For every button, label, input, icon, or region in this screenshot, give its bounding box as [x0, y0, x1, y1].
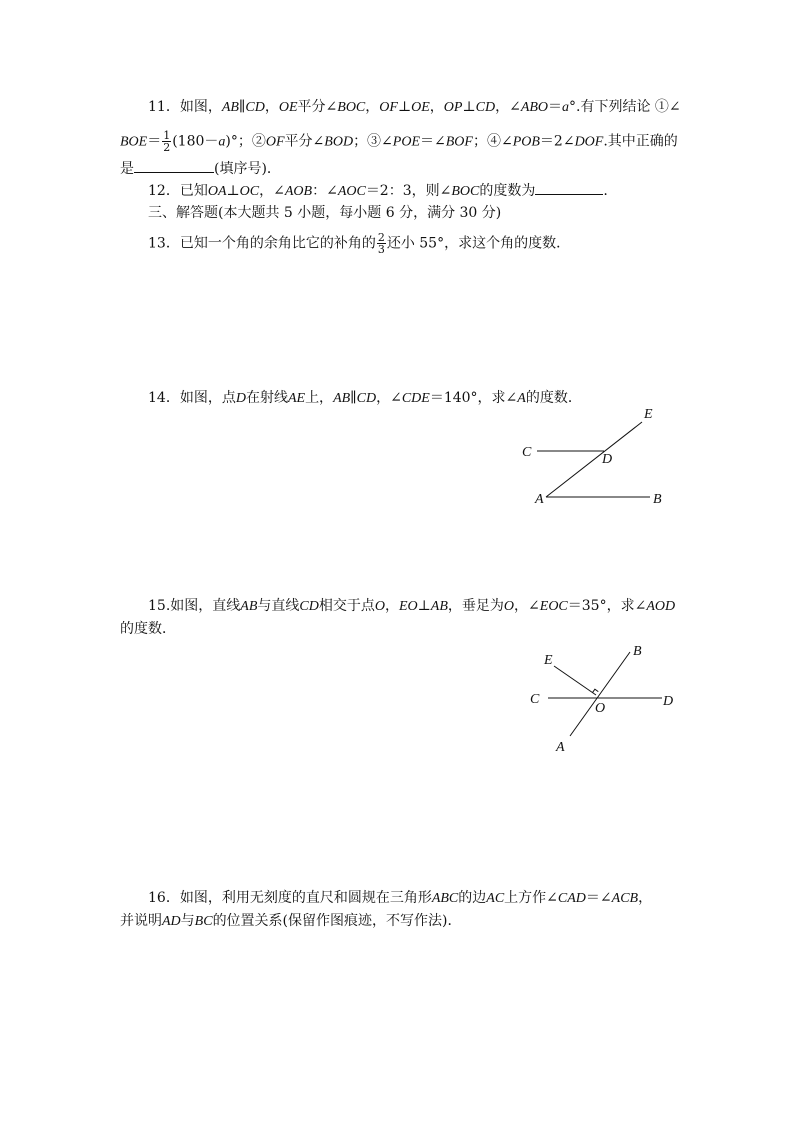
q15-var: AB — [240, 599, 258, 614]
q16-text: ， — [638, 890, 653, 906]
label-a: A — [535, 492, 544, 507]
label-e: E — [644, 407, 653, 422]
q15-line1 — [148, 597, 675, 616]
q11-text: ＝2∠ — [539, 133, 575, 150]
q11-var: BOD — [324, 134, 354, 150]
q11-var: ABO — [520, 100, 549, 115]
q11-text: ⊥ — [397, 99, 412, 115]
line-ab — [570, 652, 630, 736]
q11-var: POB — [512, 134, 540, 150]
q11-text: ， — [429, 99, 444, 115]
q11-text: )°；② — [225, 133, 266, 150]
q11-text: ；④∠ — [472, 133, 513, 150]
q15-text: 相交于点 — [318, 598, 375, 614]
q15-text: ，垂足为 — [447, 598, 504, 614]
q11-var: BOF — [445, 134, 473, 150]
q14-text: 在射线 — [245, 390, 288, 406]
q11-text: ＝∠ — [420, 133, 446, 150]
label-e: E — [544, 653, 553, 668]
q11-text: ， — [264, 99, 279, 115]
q11-text: ，∠ — [495, 99, 521, 115]
fraction-numerator: 1 — [163, 129, 171, 142]
q11-text: °.有下列结论 ①∠ — [569, 99, 681, 115]
q11-text: 平分∠ — [284, 133, 325, 150]
label-a: A — [556, 740, 565, 755]
q11-var: OF — [379, 100, 398, 115]
q11-var: OF — [265, 134, 285, 150]
q11-var: OE — [278, 100, 298, 115]
q12-text: ，∠ — [259, 183, 285, 199]
q11-text: ＝ — [147, 133, 162, 150]
q11-var: OE — [411, 100, 430, 115]
q11-line2 — [120, 130, 678, 153]
q16-line1 — [148, 889, 652, 908]
q12-var: OC — [239, 184, 260, 199]
q11-var: a — [218, 134, 226, 150]
q12-text: ：∠ — [312, 183, 338, 199]
q15-line2: 的度数． — [120, 621, 176, 637]
q16-var: AD — [162, 914, 181, 929]
q14-figure — [510, 400, 680, 515]
q16-var: CAD — [557, 891, 586, 906]
q11-text: .其中正确的 — [603, 133, 678, 150]
q11-var: OP — [443, 100, 463, 115]
line-eo — [554, 666, 596, 695]
fraction-denominator: 3 — [377, 243, 385, 256]
q11-var: a — [562, 100, 570, 115]
q15-var: O — [503, 599, 515, 614]
q11-var: BOC — [337, 100, 366, 115]
q12-text: 12．已知 — [148, 183, 208, 199]
label-o: O — [595, 701, 606, 716]
label-b: B — [633, 644, 642, 659]
q15-text: ， — [384, 598, 399, 614]
q15-text: ，∠ — [514, 598, 540, 614]
q11-var: DOF — [574, 134, 604, 150]
q11-text: ＝ — [548, 99, 563, 115]
q11-text: ；③∠ — [353, 133, 393, 150]
q15-var: AB — [430, 599, 448, 614]
q15-var: EO — [398, 599, 418, 614]
q12-text: ＝2：3，则∠ — [365, 183, 452, 199]
q11-text: ， — [365, 99, 380, 115]
q12-text: . — [603, 183, 608, 199]
q15-var: O — [374, 599, 385, 614]
q16-text: 上方作∠ — [504, 890, 558, 906]
q15-text: 15.如图，直线 — [148, 598, 241, 614]
q15-var: AOD — [646, 599, 676, 614]
q11-text: (填序号)． — [214, 161, 281, 177]
q14-text: ＝140°，求∠ — [429, 390, 518, 406]
q16-text: 16．如图，利用无刻度的直尺和圆规在三角形 — [148, 890, 432, 906]
q13-line — [148, 232, 570, 255]
q16-text: 的边 — [458, 890, 487, 906]
fraction-numerator: 2 — [377, 231, 385, 244]
q12-var: OA — [207, 184, 227, 199]
q11-line1 — [148, 98, 681, 117]
q16-var: ABC — [431, 891, 459, 906]
q14-text: 的度数． — [525, 390, 582, 406]
q14-var: AB∥CD — [333, 391, 377, 406]
q11-var: POE — [392, 134, 421, 150]
q11-var: BOE — [120, 134, 148, 150]
q11-fraction — [162, 130, 171, 153]
q16-var: ACB — [611, 891, 639, 906]
q11-var: CD — [475, 100, 496, 115]
q16-line2 — [120, 912, 462, 931]
q11-text: (180－ — [172, 133, 219, 150]
fraction-denominator: 2 — [163, 141, 171, 154]
q15-text: ⊥ — [417, 598, 431, 614]
q11-text: 平分∠ — [297, 99, 338, 115]
q11-line3 — [120, 160, 281, 178]
q16-text: 的位置关系(保留作图痕迹，不写作法)． — [212, 913, 462, 929]
q14-text: ，∠ — [376, 390, 402, 406]
q14-var: D — [235, 391, 246, 406]
section-heading: 三、解答题(本大题共 5 小题，每小题 6 分，满分 30 分) — [148, 205, 502, 221]
line-ae — [546, 422, 642, 497]
label-c: C — [530, 692, 540, 707]
q14-var: A — [517, 391, 526, 406]
q16-text: ＝∠ — [585, 890, 612, 906]
q16-var: BC — [194, 914, 213, 929]
q16-text: 与 — [180, 913, 195, 929]
q14-var: AE — [287, 391, 306, 406]
answer-blank[interactable] — [134, 160, 214, 173]
q12-var: AOC — [337, 184, 366, 199]
label-d: D — [663, 694, 674, 709]
q11-var: AB∥CD — [221, 100, 265, 115]
label-c: C — [522, 445, 532, 460]
q14-text: 14．如图，点 — [148, 390, 236, 406]
label-b: B — [653, 492, 662, 507]
q15-figure — [520, 640, 690, 760]
q14-var: CDE — [401, 391, 430, 406]
q11-text: 是 — [120, 161, 134, 177]
q14-text: 上， — [305, 390, 334, 406]
right-angle-mark — [593, 689, 599, 692]
q12-text: ⊥ — [226, 183, 240, 199]
q12-var: BOC — [451, 184, 480, 199]
q16-var: AC — [486, 891, 505, 906]
label-d: D — [602, 452, 613, 467]
q11-text: ⊥ — [462, 99, 476, 115]
q12-var: AOB — [284, 184, 313, 199]
q12-line — [148, 182, 608, 201]
q15-var: EOC — [539, 599, 568, 614]
q15-text: 与直线 — [257, 598, 300, 614]
answer-blank[interactable] — [535, 182, 603, 195]
q13-text: 13．已知一个角的余角比它的补角的 — [148, 235, 376, 252]
q13-fraction — [377, 232, 386, 255]
q12-text: 的度数为 — [479, 183, 536, 199]
q16-text: 并说明 — [120, 913, 162, 929]
q15-text: ＝35°，求∠ — [567, 598, 647, 614]
q13-text: 还小 55°，求这个角的度数． — [386, 235, 571, 252]
q11-text: 11．如图， — [148, 99, 222, 115]
q15-var: CD — [299, 599, 319, 614]
